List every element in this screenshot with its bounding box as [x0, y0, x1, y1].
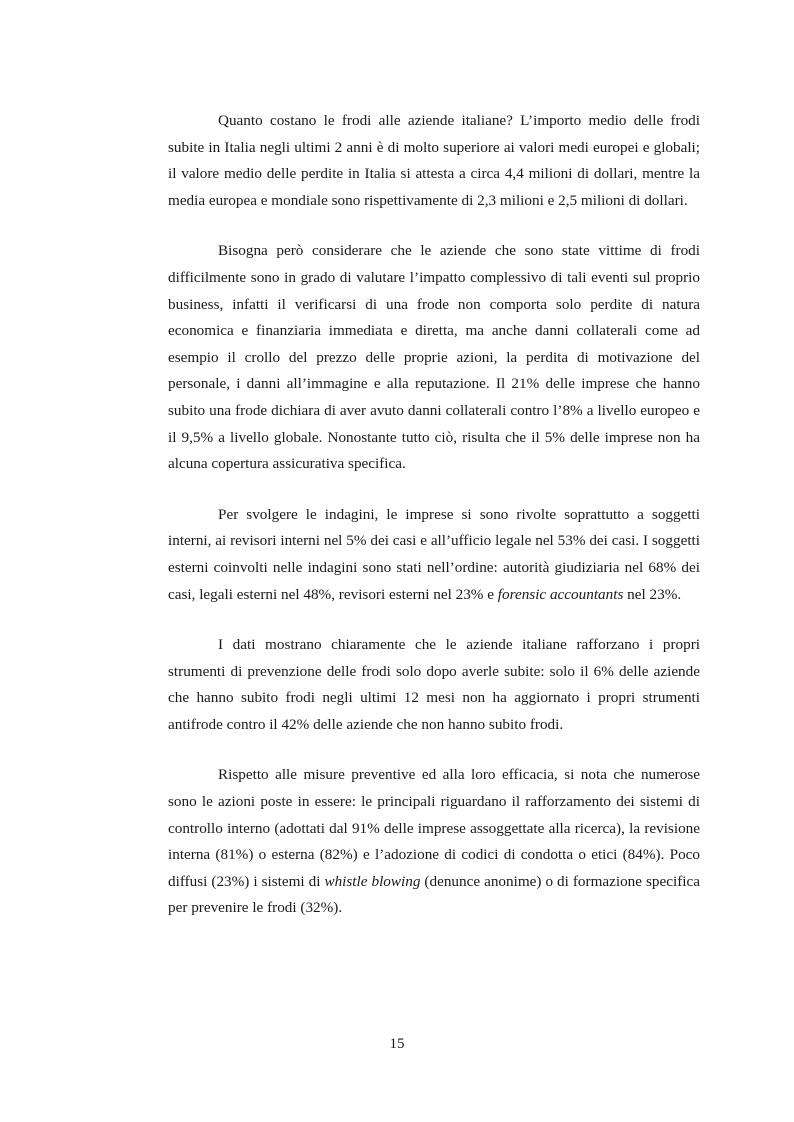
- paragraph-italic-term: whistle blowing: [324, 872, 421, 890]
- paragraph-text: nel 23%.: [623, 585, 682, 603]
- paragraph-italic-term: forensic accountants: [497, 585, 624, 603]
- page-body: [168, 108, 700, 946]
- paragraph-preventive-measures: [168, 762, 700, 922]
- paragraph-text: Per svolgere le indagini, le imprese si sono rivolte soprattutto a soggetti interni, ai revisori interni nel 5% dei casi e all’ufficio legale nel 53% dei casi. I soggetti esterni coinvolti nelle indagini sono stati nell’ordine: autorità giudiziaria nel 68% dei casi, legali esterni nel 48%, revisori esterni nel 23% e: [168, 505, 700, 603]
- paragraph-text: Bisogna però considerare che le aziende che sono state vittime di frodi difficilmente sono in grado di valutare l’impatto complessivo di tali eventi sul proprio business, infatti il verificarsi di una frode non comporta solo perdite di natura economica e finanziaria immediata e diretta, ma anche danni collaterali come ad esempio il crollo del prezzo delle proprie azioni, la perdita di motivazione del personale, i danni all’immagine e alla reputazione. Il 21% delle imprese che hanno subito una frode dichiara di aver avuto danni collaterali contro l’8% a livello europeo e il 9,5% a livello globale. Nonostante tutto ciò, risulta che il 5% delle imprese non ha alcuna copertura assicurativa specifica.: [168, 242, 700, 473]
- paragraph-text: I dati mostrano chiaramente che le aziende italiane rafforzano i propri strumenti di prevenzione delle frodi solo dopo averle subite: solo il 6% delle aziende che hanno subito frodi negli ultimi 12 mesi non ha aggiornato i propri strumenti antifrode contro il 42% delle aziende che non hanno subito frodi.: [168, 636, 700, 733]
- paragraph-collateral-damage: [168, 238, 700, 477]
- paragraph-text: Quanto costano le frodi alle aziende italiane? L’importo medio delle frodi subite in Italia negli ultimi 2 anni è di molto superiore ai valori medi europei e globali; il valore medio delle perdite in Italia si attesta a circa 4,4 milioni di dollari, mentre la media europea e mondiale sono rispettivamente di 2,3 milioni e 2,5 milioni di dollari.: [168, 112, 700, 209]
- paragraph-prevention-update: [168, 632, 700, 738]
- page-number: 15: [389, 1036, 405, 1052]
- paragraph-fraud-costs: [168, 108, 700, 214]
- paragraph-investigations: [168, 502, 700, 608]
- paragraph-text: Rispetto alle misure preventive ed alla loro efficacia, si nota che numerose sono le azioni poste in essere: le principali riguardano il rafforzamento dei sistemi di controllo interno (adottati dal 91% delle imprese assoggettate alla ricerca), la revisione interna (81%) o esterna (82%) e l’adozione di codici di condotta o etici (84%). Poco diffusi (23%) i sistemi di: [168, 766, 700, 890]
- paragraph-text: (denunce anonime) o di formazione specifica per prevenire le frodi (32%).: [168, 872, 700, 917]
